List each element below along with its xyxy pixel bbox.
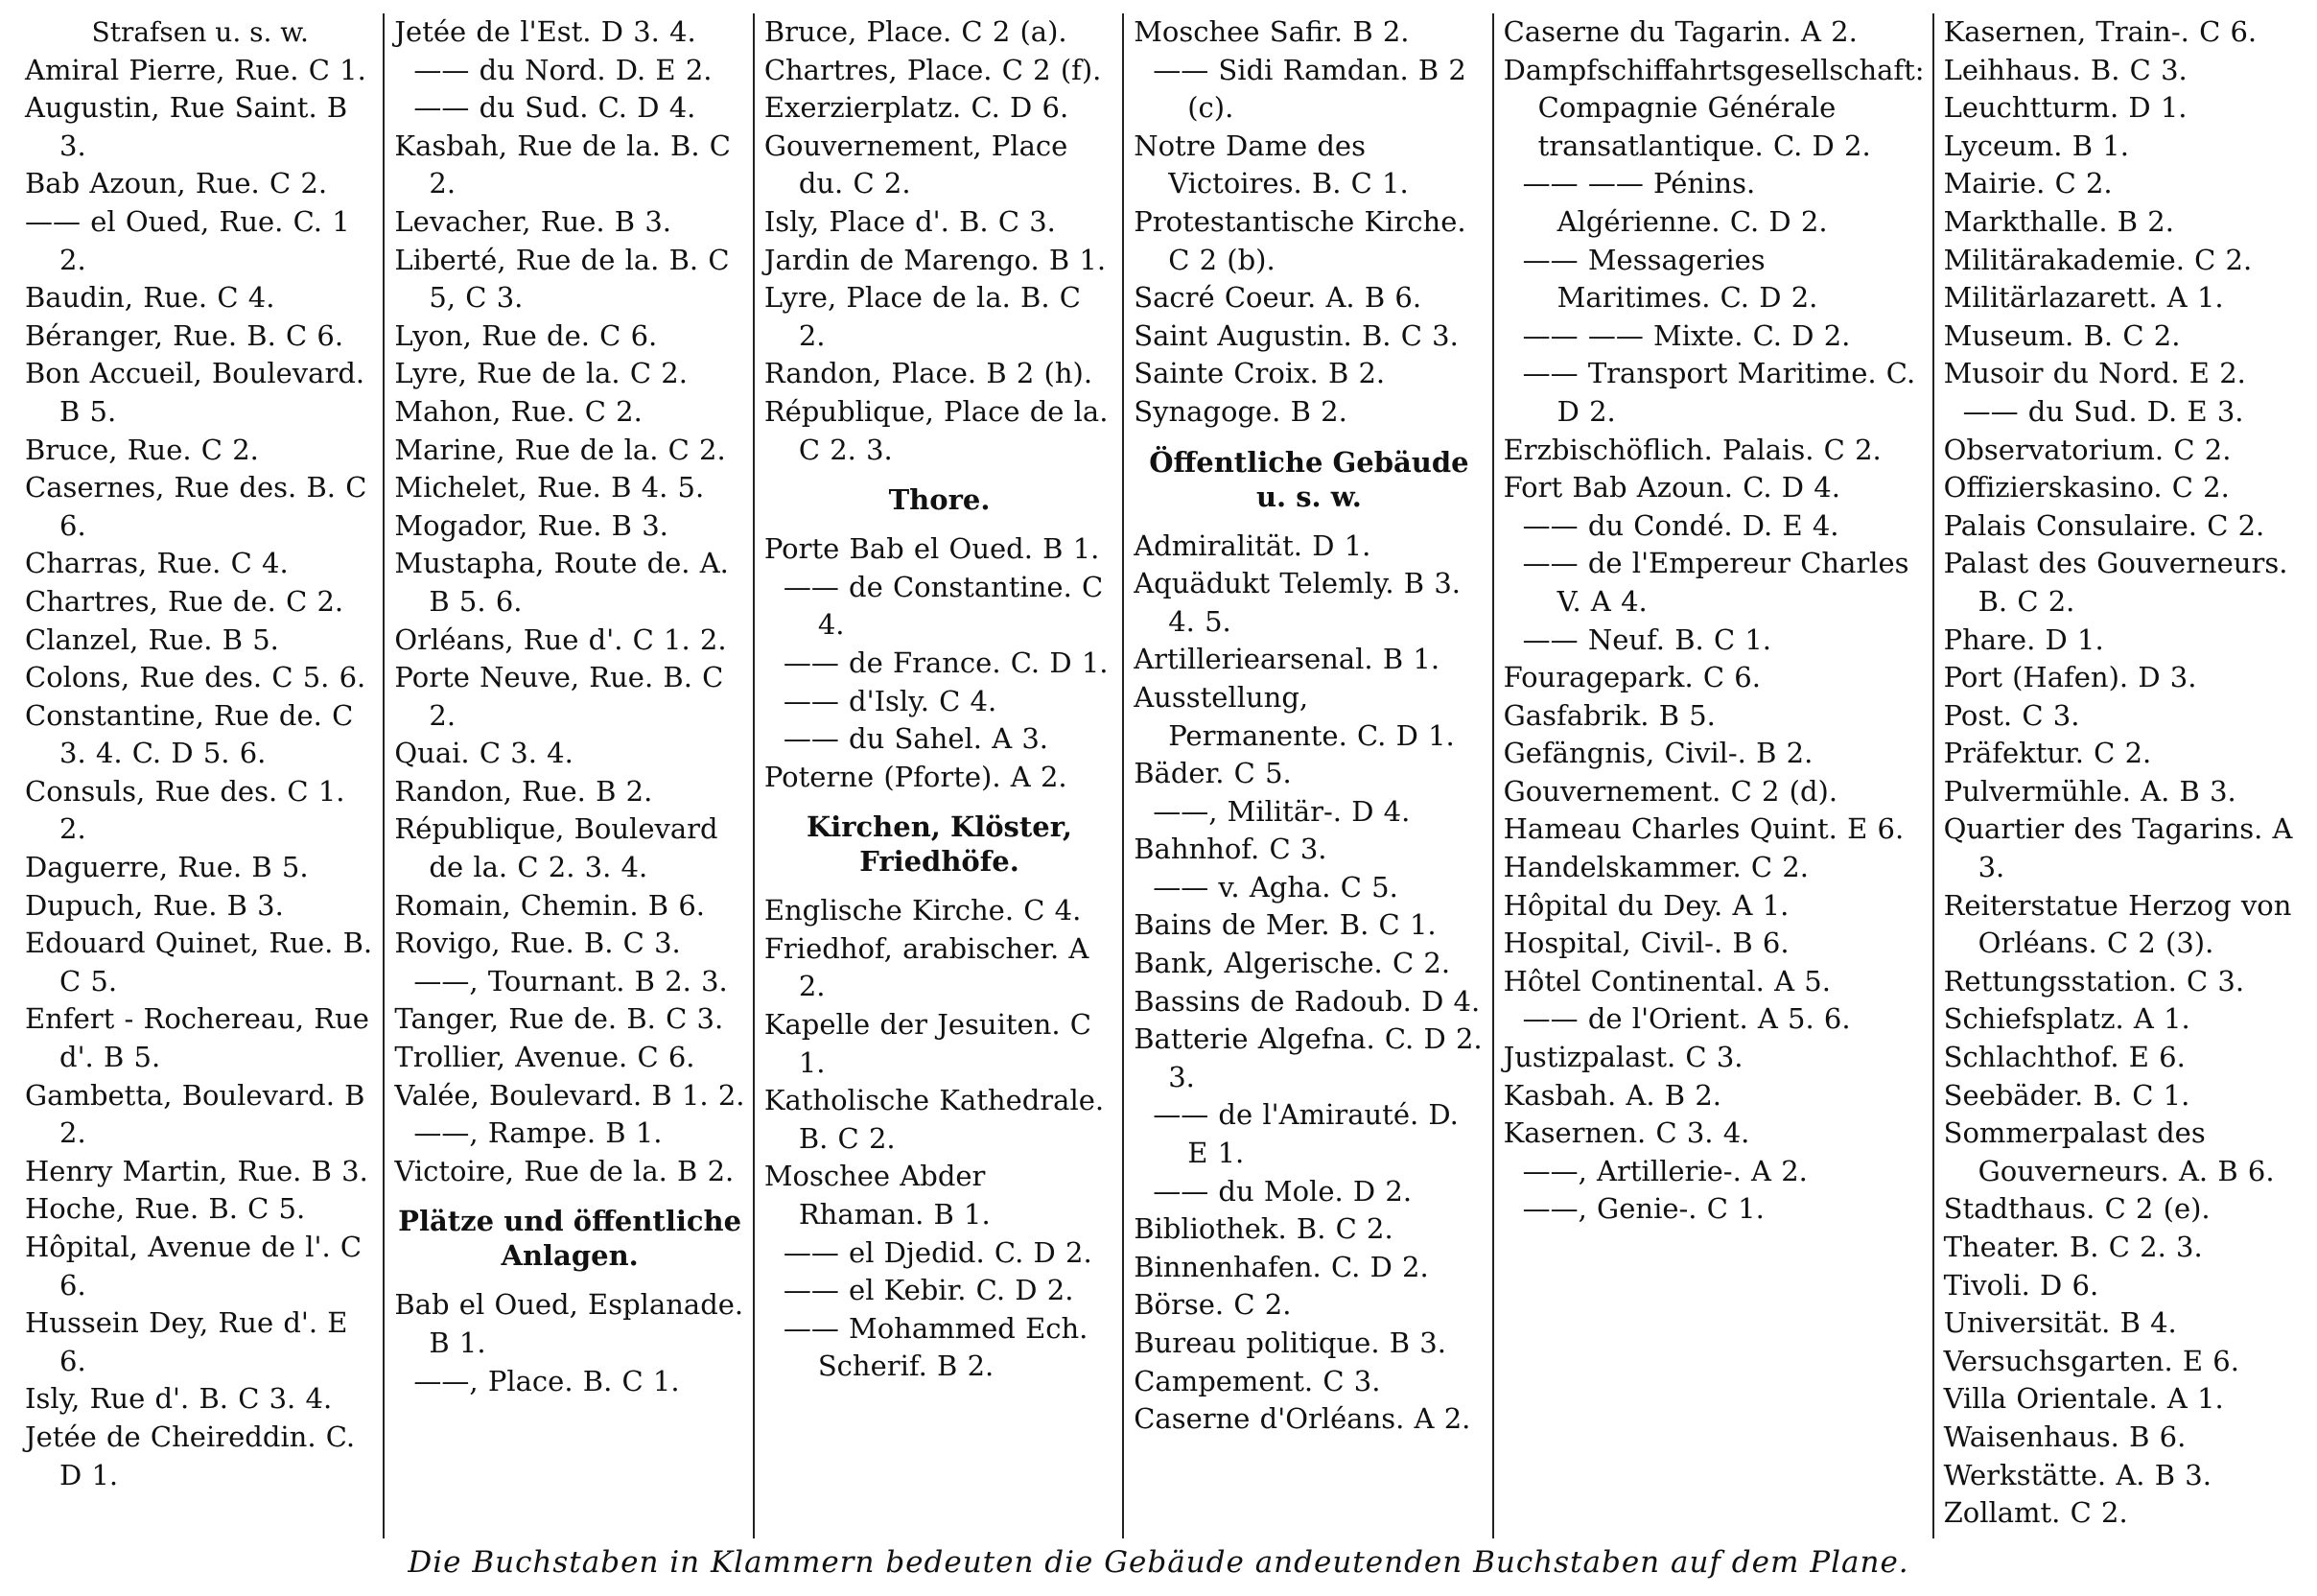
- index-entry: Quartier des Tagarins. A 3.: [1943, 812, 2293, 884]
- index-subentry: —— du Sahel. A 3.: [783, 722, 1049, 756]
- section-heading: Plätze und öffentliche Anlagen.: [398, 1205, 742, 1273]
- index-entry: Militärlazarett. A 1.: [1943, 281, 2224, 315]
- index-entry: Hospital, Civil-. B 6.: [1503, 927, 1790, 960]
- index-entry: Seebäder. B. C 1.: [1943, 1078, 2190, 1112]
- index-entry: Mairie. C 2.: [1943, 167, 2113, 200]
- index-entry: Clanzel, Rue. B 5.: [25, 622, 279, 656]
- index-entry: Lyceum. B 1.: [1943, 129, 2129, 162]
- index-entry: Michelet, Rue. B 4. 5.: [394, 471, 705, 505]
- index-entry: Consuls, Rue des. C 1. 2.: [25, 774, 345, 846]
- index-entry: —— el Oued, Rue. C. 1 2.: [25, 204, 350, 276]
- index-entry: Bank, Algerische. C 2.: [1134, 947, 1451, 980]
- index-entry: Kasbah. A. B 2.: [1503, 1078, 1722, 1112]
- index-subentry: ——, Place. B. C 1.: [413, 1364, 680, 1397]
- index-entry: Moschee Safir. B 2.: [1134, 15, 1410, 48]
- index-entry: Mahon, Rue. C 2.: [394, 394, 643, 428]
- index-entry: Palais Consulaire. C 2.: [1943, 508, 2265, 542]
- index-entry: Kasernen, Train-. C 6.: [1943, 15, 2258, 48]
- index-entry: Daguerre, Rue. B 5.: [25, 851, 309, 884]
- index-entry: Pulvermühle. A. B 3.: [1943, 774, 2236, 808]
- index-subentry: —— du Sud. C. D 4.: [413, 91, 696, 125]
- index-entry: Henry Martin, Rue. B 3.: [25, 1154, 368, 1187]
- index-entry: Lyre, Rue de la. C 2.: [394, 357, 688, 390]
- index-entry: Enfert - Rochereau, Rue d'. B 5.: [25, 1002, 369, 1074]
- index-entry: Katholische Kathedrale. B. C 2.: [763, 1084, 1105, 1155]
- index-entry: Mustapha, Route de. A. B 5. 6.: [394, 547, 729, 618]
- index-entry: Saint Augustin. B. C 3.: [1134, 318, 1459, 352]
- index-subentry: —— de France. C. D 1.: [783, 645, 1109, 679]
- index-entry: Isly, Rue d'. B. C 3. 4.: [25, 1382, 333, 1416]
- index-entry: Schiefsplatz. A 1.: [1943, 1002, 2190, 1036]
- index-entry: Villa Orientale. A 1.: [1943, 1382, 2224, 1416]
- index-entry: Gefängnis, Civil-. B 2.: [1503, 737, 1814, 770]
- index-entry: Bibliothek. B. C 2.: [1134, 1212, 1393, 1246]
- index-entry: Hussein Dey, Rue d'. E 6.: [25, 1306, 348, 1377]
- index-entry: Offizierskasino. C 2.: [1943, 471, 2230, 505]
- index-entry: Caserne du Tagarin. A 2.: [1503, 15, 1858, 48]
- index-subentry: —— de l'Empereur Charles V. A 4.: [1522, 547, 1909, 618]
- index-entry: Randon, Place. B 2 (h).: [763, 357, 1093, 390]
- index-entry: Englische Kirche. C 4.: [763, 894, 1082, 927]
- index-subentry: ——, Tournant. B 2. 3.: [413, 964, 728, 998]
- index-entry: Levacher, Rue. B 3.: [394, 204, 672, 238]
- index-entry: Militärakademie. C 2.: [1943, 243, 2253, 276]
- index-entry: Kasbah, Rue de la. B. C 2.: [394, 129, 731, 200]
- index-entry: Porte Bab el Oued. B 1.: [763, 532, 1100, 566]
- index-entry: Phare. D 1.: [1943, 622, 2104, 656]
- index-entry: Notre Dame des Victoires. B. C 1.: [1134, 129, 1409, 200]
- index-entry: Kapelle der Jesuiten. C 1.: [763, 1008, 1091, 1079]
- index-entry: Trollier, Avenue. C 6.: [394, 1041, 695, 1074]
- index-entry: Port (Hafen). D 3.: [1943, 661, 2197, 694]
- footer-caption: Die Buchstaben in Klammern bedeuten die Gebäude andeutenden Buchstaben auf dem Plane.: [408, 1545, 1909, 1580]
- index-entry: Chartres, Place. C 2 (f).: [763, 53, 1102, 86]
- index-entry: Versuchsgarten. E 6.: [1943, 1344, 2239, 1377]
- index-entry: Valée, Boulevard. B 1. 2.: [394, 1078, 745, 1112]
- index-subentry: ——, Genie-. C 1.: [1522, 1192, 1765, 1226]
- index-entry: Zollamt. C 2.: [1943, 1496, 2128, 1530]
- index-entry: Casernes, Rue des. B. C 6.: [25, 471, 367, 542]
- index-entry: Universität. B 4.: [1943, 1306, 2177, 1340]
- index-entry: Hôtel Continental. A 5.: [1503, 964, 1831, 998]
- index-entry: Marine, Rue de la. C 2.: [394, 433, 726, 466]
- index-entry: Charras, Rue. C 4.: [25, 547, 289, 580]
- index-entry: Markthalle. B 2.: [1943, 204, 2174, 238]
- index-columns: [15, 13, 2302, 1538]
- index-entry: Hôpital, Avenue de l'. C 6.: [25, 1231, 363, 1302]
- index-entry: Sainte Croix. B 2.: [1134, 357, 1386, 390]
- section-heading: Thore.: [888, 483, 991, 517]
- index-subentry: —— —— Mixte. C. D 2.: [1522, 318, 1851, 352]
- index-subentry: —— de l'Orient. A 5. 6.: [1522, 1002, 1851, 1036]
- index-entry: Gambetta, Boulevard. B 2.: [25, 1078, 365, 1150]
- index-entry: Liberté, Rue de la. B. C 5, C 3.: [394, 243, 730, 315]
- index-entry: Binnenhafen. C. D 2.: [1134, 1250, 1429, 1283]
- index-subentry: ——, Rampe. B 1.: [413, 1116, 663, 1150]
- index-entry: Porte Neuve, Rue. B. C 2.: [394, 661, 724, 732]
- index-entry: Tivoli. D 6.: [1943, 1268, 2099, 1302]
- column-heading: Strafsen u. s. w.: [91, 16, 309, 48]
- index-entry: Bäder. C 5.: [1134, 757, 1292, 790]
- index-subentry: —— Neuf. B. C 1.: [1522, 622, 1772, 656]
- index-subentry: —— Mohammed Ech. Scherif. B 2.: [783, 1311, 1088, 1383]
- index-entry: Leihhaus. B. C 3.: [1943, 53, 2188, 86]
- index-subentry: —— du Condé. D. E 4.: [1522, 508, 1839, 542]
- index-entry: Observatorium. C 2.: [1943, 433, 2232, 466]
- index-entry: Sommerpalast des Gouverneurs. A. B 6.: [1943, 1116, 2275, 1187]
- index-entry: Hameau Charles Quint. E 6.: [1503, 812, 1905, 846]
- index-entry: Moschee Abder Rhaman. B 1.: [763, 1160, 991, 1232]
- index-subentry: —— de l'Amirauté. D. E 1.: [1153, 1098, 1459, 1170]
- index-entry: Artilleriearsenal. B 1.: [1134, 643, 1440, 676]
- index-entry: Theater. B. C 2. 3.: [1943, 1231, 2203, 1263]
- index-entry: Sacré Coeur. A. B 6.: [1134, 281, 1422, 315]
- index-entry: Bab el Oued, Esplanade. B 1.: [394, 1288, 744, 1359]
- index-entry: Fort Bab Azoun. C. D 4.: [1503, 471, 1840, 505]
- index-entry: Rettungsstation. C 3.: [1943, 964, 2245, 998]
- index-subentry: —— de Constantine. C 4.: [783, 570, 1104, 642]
- index-entry: Quai. C 3. 4.: [394, 737, 573, 770]
- index-entry: Ausstellung, Permanente. C. D 1.: [1134, 680, 1455, 752]
- index-entry: République, Boulevard de la. C 2. 3. 4.: [394, 812, 718, 884]
- index-entry: Waisenhaus. B 6.: [1943, 1420, 2187, 1453]
- index-entry: Batterie Algefna. C. D 2. 3.: [1134, 1022, 1483, 1093]
- index-entry: Baudin, Rue. C 4.: [25, 281, 275, 315]
- index-subentry: ——, Artillerie-. A 2.: [1522, 1154, 1808, 1187]
- index-entry: Post. C 3.: [1943, 698, 2080, 732]
- index-subentry: —— Messageries Maritimes. C. D 2.: [1522, 243, 1818, 315]
- index-entry: Musoir du Nord. E 2.: [1943, 357, 2246, 390]
- index-subentry: —— du Mole. D 2.: [1153, 1174, 1413, 1208]
- index-entry: Bruce, Place. C 2 (a).: [763, 15, 1067, 48]
- index-entry: Synagoge. B 2.: [1134, 394, 1347, 428]
- index-entry: Protestantische Kirche. C 2 (b).: [1134, 204, 1466, 276]
- index-entry: Mogador, Rue. B 3.: [394, 508, 668, 542]
- index-entry: Edouard Quinet, Rue. B. C 5.: [25, 927, 373, 998]
- index-entry: Dampfschiffahrtsgesellschaft: Compagnie Générale transatlantique. C. D 2.: [1503, 53, 1925, 162]
- index-entry: Präfektur. C 2.: [1943, 737, 2152, 770]
- index-entry: Jetée de Cheireddin. C. D 1.: [25, 1420, 356, 1491]
- index-subentry: —— el Kebir. C. D 2.: [783, 1274, 1074, 1307]
- index-subentry: ——, Militär-. D 4.: [1153, 794, 1411, 828]
- index-column-5: [1494, 13, 1934, 1538]
- index-entry: Hôpital du Dey. A 1.: [1503, 888, 1790, 922]
- index-entry: Bains de Mer. B. C 1.: [1134, 908, 1437, 942]
- index-entry: Bahnhof. C 3.: [1134, 833, 1327, 866]
- index-entry: Bab Azoun, Rue. C 2.: [25, 167, 328, 200]
- index-entry: Dupuch, Rue. B 3.: [25, 888, 284, 922]
- section-heading: Öffentliche Gebäude u. s. w.: [1149, 445, 1469, 513]
- index-subentry: —— du Nord. D. E 2.: [413, 53, 713, 86]
- index-entry: Schlachthof. E 6.: [1943, 1041, 2186, 1074]
- index-entry: Aquädukt Telemly. B 3. 4. 5.: [1134, 567, 1462, 638]
- index-entry: Justizpalast. C 3.: [1503, 1041, 1744, 1074]
- index-entry: République, Place de la. C 2. 3.: [763, 394, 1109, 466]
- index-entry: Lyon, Rue de. C 6.: [394, 318, 658, 352]
- index-entry: Victoire, Rue de la. B 2.: [394, 1154, 735, 1187]
- index-entry: Orléans, Rue d'. C 1. 2.: [394, 622, 727, 656]
- index-entry: Erzbischöflich. Palais. C 2.: [1503, 433, 1882, 466]
- index-subentry: —— du Sud. D. E 3.: [1962, 394, 2244, 428]
- index-entry: Exerzierplatz. C. D 6.: [763, 91, 1069, 125]
- index-subentry: —— Sidi Ramdan. B 2 (c).: [1153, 53, 1466, 125]
- index-subentry: —— —— Pénins. Algérienne. C. D 2.: [1522, 167, 1828, 238]
- index-entry: Palast des Gouverneurs. B. C 2.: [1943, 547, 2288, 618]
- index-entry: Gasfabrik. B 5.: [1503, 698, 1716, 732]
- index-entry: Admiralität. D 1.: [1134, 528, 1371, 562]
- index-subentry: —— v. Agha. C 5.: [1153, 870, 1398, 904]
- index-entry: Kasernen. C 3. 4.: [1503, 1116, 1750, 1150]
- index-entry: Bruce, Rue. C 2.: [25, 433, 259, 466]
- index-entry: Lyre, Place de la. B. C 2.: [763, 281, 1081, 352]
- index-subentry: —— d'Isly. C 4.: [783, 684, 997, 717]
- index-entry: Tanger, Rue de. B. C 3.: [394, 1002, 724, 1036]
- index-entry: Jetée de l'Est. D 3. 4.: [394, 15, 696, 48]
- index-entry: Romain, Chemin. B 6.: [394, 888, 705, 922]
- index-entry: Gouvernement. C 2 (d).: [1503, 774, 1838, 808]
- index-entry: Fouragepark. C 6.: [1503, 661, 1761, 694]
- index-column-1: [15, 13, 385, 1538]
- section-heading: Kirchen, Klöster, Friedhöfe.: [807, 810, 1072, 879]
- index-entry: Caserne d'Orléans. A 2.: [1134, 1402, 1471, 1436]
- index-column-4: [1124, 13, 1493, 1538]
- index-entry: Jardin de Marengo. B 1.: [763, 243, 1107, 276]
- index-subentry: —— el Djedid. C. D 2.: [783, 1235, 1092, 1269]
- index-column-6: [1934, 13, 2302, 1538]
- index-entry: Bassins de Radoub. D 4.: [1134, 984, 1481, 1018]
- index-entry: Museum. B. C 2.: [1943, 318, 2181, 352]
- index-entry: Bon Accueil, Boulevard. B 5.: [25, 357, 365, 428]
- index-entry: Werkstätte. A. B 3.: [1943, 1458, 2212, 1491]
- index-entry: Béranger, Rue. B. C 6.: [25, 318, 344, 352]
- index-entry: Randon, Rue. B 2.: [394, 774, 653, 808]
- index-entry: Rovigo, Rue. B. C 3.: [394, 927, 681, 960]
- index-entry: Börse. C 2.: [1134, 1288, 1292, 1322]
- index-entry: Amiral Pierre, Rue. C 1.: [25, 53, 366, 86]
- index-entry: Poterne (Pforte). A 2.: [763, 760, 1067, 793]
- index-entry: Stadthaus. C 2 (e).: [1943, 1192, 2211, 1226]
- index-entry: Augustin, Rue Saint. B 3.: [25, 91, 348, 162]
- index-column-2: [385, 13, 754, 1538]
- index-subentry: —— Transport Maritime. C. D 2.: [1522, 357, 1916, 428]
- index-entry: Chartres, Rue de. C 2.: [25, 584, 344, 618]
- index-entry: Leuchtturm. D 1.: [1943, 91, 2188, 125]
- index-entry: Handelskammer. C 2.: [1503, 851, 1809, 884]
- index-entry: Constantine, Rue de. C 3. 4. C. D 5. 6.: [25, 698, 354, 770]
- index-entry: Isly, Place d'. B. C 3.: [763, 204, 1056, 238]
- index-entry: Colons, Rue des. C 5. 6.: [25, 661, 366, 694]
- index-entry: Campement. C 3.: [1134, 1364, 1381, 1397]
- index-entry: Hoche, Rue. B. C 5.: [25, 1192, 306, 1226]
- index-column-3: [755, 13, 1124, 1538]
- index-entry: Friedhof, arabischer. A 2.: [763, 931, 1089, 1003]
- index-entry: Bureau politique. B 3.: [1134, 1326, 1446, 1359]
- index-entry: Gouvernement, Place du. C 2.: [763, 129, 1068, 200]
- index-entry: Reiterstatue Herzog von Orléans. C 2 (3).: [1943, 888, 2292, 960]
